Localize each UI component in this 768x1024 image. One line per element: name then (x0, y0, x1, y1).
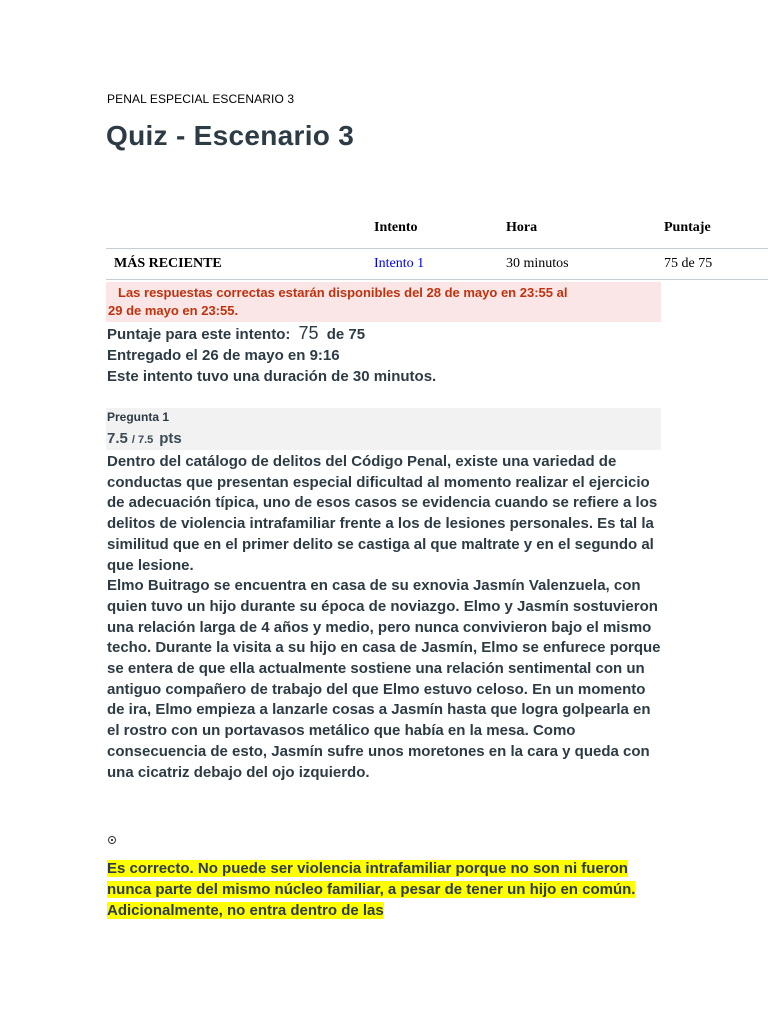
table-header-row (106, 208, 768, 249)
answer-feedback-text: Es correcto. No puede ser violencia intrafamiliar porque no son ni fueron nunca parte del mismo núcleo familiar, a pesar de tener un hijo en común. Adicionalmente, no entra dentro de las (107, 860, 636, 919)
table-row (106, 249, 768, 280)
document-header: PENAL ESPECIAL ESCENARIO 3 (107, 92, 295, 106)
column-header-label (106, 208, 374, 249)
question-paragraph-2: Elmo Buitrago se encuentra en casa de su exnovia Jasmín Valenzuela, con quien tuvo un hijo durante su época de noviazgo. Elmo y Jasmín sostuvieron una relación larga de 4 años y medio, pero nunca convivieron bajo el mismo techo. Durante la visita a su hijo en casa de Jasmín, Elmo se enfurece porque se entera de que ella actualmente sostiene una relación sentimental con un antiguo compañero de trabajo del que Elmo estuvo celoso. En un momento de ira, Elmo empieza a lanzarle cosas a Jasmín hasta que logra golpearla en el rostro con un portavasos metálico que había en la mesa. Como consecuencia de esto, Jasmín sufre unos moretones en la cara y queda con una cicatriz debajo del ojo izquierdo. (107, 577, 661, 781)
question-points (107, 430, 182, 447)
duration-line: Este intento tuvo una duración de 30 minutos. (107, 368, 437, 385)
notice-line-2: 29 de mayo en 23:55. (108, 303, 239, 318)
question-header (106, 408, 661, 450)
attempt-link[interactable]: Intento 1 (374, 256, 425, 271)
column-header-attempt: Intento (374, 208, 506, 249)
attempt-time: 30 minutos (506, 249, 664, 280)
quiz-title: Quiz - Escenario 3 (106, 120, 355, 151)
points-unit: pts (159, 430, 182, 447)
selected-radio-icon[interactable] (108, 836, 116, 844)
attempt-cell (374, 249, 506, 280)
attempts-table (106, 208, 768, 280)
score-total: de 75 (326, 326, 366, 343)
score-line (107, 323, 436, 345)
question-body (107, 452, 667, 783)
column-header-time: Hora (506, 208, 664, 249)
column-header-score: Puntaje (664, 208, 768, 249)
attempt-score: 75 de 75 (664, 249, 768, 280)
points-possible: / 7.5 (131, 434, 154, 446)
submitted-line: Entregado el 26 de mayo en 9:16 (107, 347, 340, 364)
attempt-summary (107, 323, 436, 387)
question-title: Pregunta 1 (107, 410, 170, 424)
points-earned: 7.5 (107, 430, 128, 447)
score-value: 75 (298, 323, 319, 343)
question-paragraph-1: Dentro del catálogo de delitos del Código Penal, existe una variedad de conductas que presentan especial dificultad al momento realizar el ejercicio de adecuación típica, uno de esos casos se evidencia cuando se refiere a los delitos de violencia intrafamiliar frente a los de lesiones personales. Es tal la similitud que en el primer delito se castiga al que maltrate y en el segundo al que lesione. (107, 453, 658, 574)
attempt-row-label: MÁS RECIENTE (106, 249, 374, 280)
notice-line-1: Las respuestas correctas estarán disponibles del 28 de mayo en 23:55 al (118, 285, 568, 300)
answer-feedback (107, 858, 667, 921)
score-label: Puntaje para este intento: (107, 326, 291, 343)
answers-availability-notice (106, 282, 661, 322)
